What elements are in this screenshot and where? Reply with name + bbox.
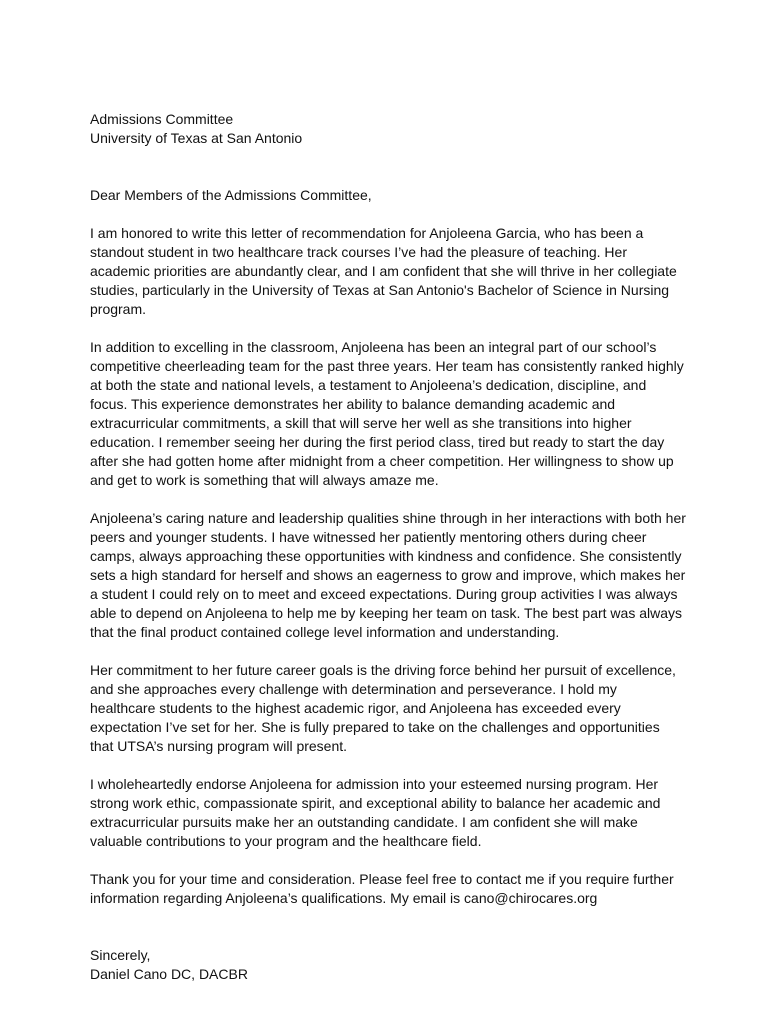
paragraph-cheerleading: In addition to excelling in the classroom, Anjoleena has been an integral part of our school’s competitive cheerleading team for the past three years. Her team has consistently ranked highly at both the state and national levels, a testament to Anjoleena’s dedication, discipline, and focus. This experience demonstrates her ability to balance demanding academic and extracurricular commitments, a skill that will serve her well as she transitions into higher education. I remember seeing her during the first period class, tired but ready to start the day after she had gotten home after midnight from a cheer competition. Her willingness to show up and get to work is something that will always amaze me. <box>90 339 684 488</box>
closing: Sincerely, <box>90 947 151 963</box>
paragraph-introduction: I am honored to write this letter of recommendation for Anjoleena Garcia, who has been a standout student in two healthcare track courses I’ve had the pleasure of teaching. Her academic priorities are abundantly clear, and I am confident that she will thrive in her collegiate studies, particularly in the University of Texas at San Antonio's Bachelor of Science in Nursing program. <box>90 225 677 317</box>
paragraph-endorsement: I wholeheartedly endorse Anjoleena for admission into your esteemed nursing program. Her strong work ethic, compassionate spirit, and exceptional ability to balance her academic and extracurricular pursuits make her an outstanding candidate. I am confident she will make valuable contributions to your program and the healthcare field. <box>90 776 661 849</box>
recipient-line-university: University of Texas at San Antonio <box>90 130 303 146</box>
recipient-line-committee: Admissions Committee <box>90 111 234 127</box>
paragraph-leadership: Anjoleena’s caring nature and leadership qualities shine through in her interactions with both her peers and younger students. I have witnessed her patiently mentoring others during cheer camps, always approaching these opportunities with kindness and confidence. She consistently sets a high standard for herself and shows an eagerness to grow and improve, which makes her a student I could rely on to meet and exceed expectations. During group activities I was always able to depend on Anjoleena to help me by keeping her team on task. The best part was always that the final product contained college level information and understanding. <box>90 510 686 640</box>
signature-block <box>90 927 690 1003</box>
salutation: Dear Members of the Admissions Committee, <box>90 187 372 203</box>
recommendation-letter <box>90 91 690 1022</box>
paragraph-commitment: Her commitment to her future career goals is the driving force behind her pursuit of excellence, and she approaches every challenge with determination and perseverance. I hold my healthcare students to the highest academic rigor, and Anjoleena has exceeded every expectation I’ve set for her. She is fully prepared to take on the challenges and opportunities that UTSA’s nursing program will present. <box>90 662 676 754</box>
recipient-address <box>90 91 690 167</box>
paragraph-thanks: Thank you for your time and consideration. Please feel free to contact me if you require further information regarding Anjoleena’s qualifications. My email is cano@chirocares.org <box>90 871 674 906</box>
signature-name: Daniel Cano DC, DACBR <box>90 966 248 982</box>
